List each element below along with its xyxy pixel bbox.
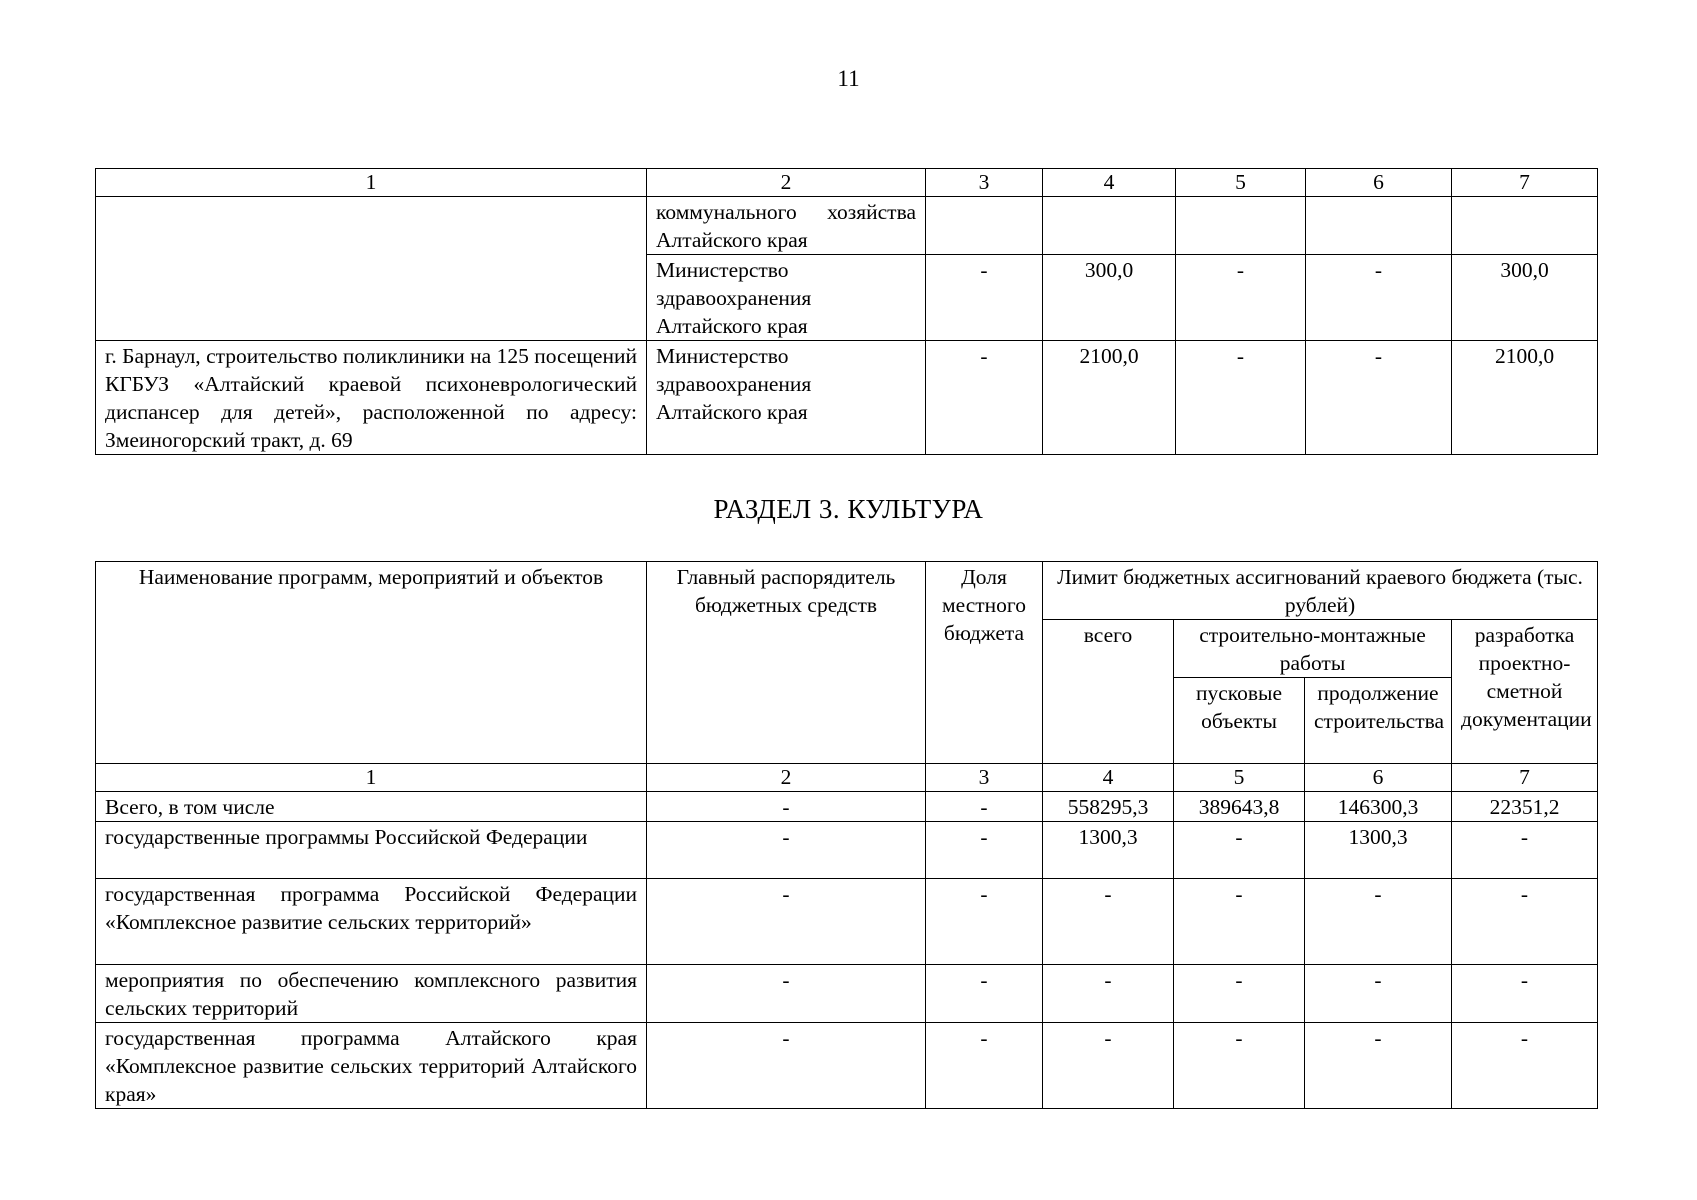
value-cell: - <box>1305 879 1452 965</box>
value-cell: - <box>1452 879 1598 965</box>
value-cell: - <box>1176 255 1306 341</box>
agency-cell: - <box>647 1023 926 1109</box>
value-cell: - <box>926 792 1043 822</box>
value-cell: - <box>1452 965 1598 1023</box>
program-name-cell <box>96 255 647 341</box>
col-number: 3 <box>926 169 1043 197</box>
header-launch: пусковые объекты <box>1174 678 1305 764</box>
value-cell: - <box>926 879 1043 965</box>
program-name-cell: государственные программы Российской Федерации <box>96 822 647 879</box>
col-number: 2 <box>647 764 926 792</box>
col-number: 4 <box>1043 169 1176 197</box>
column-number-row <box>96 169 1598 197</box>
agency-cell: коммунального хозяйства Алтайского края <box>647 197 926 255</box>
col-number: 2 <box>647 169 926 197</box>
value-cell: 2100,0 <box>1452 341 1598 455</box>
col-number: 4 <box>1043 764 1174 792</box>
col-number: 7 <box>1452 764 1598 792</box>
table-row <box>96 255 1598 341</box>
agency-cell: - <box>647 822 926 879</box>
header-construction: строительно-монтажные работы <box>1174 620 1452 678</box>
value-cell: - <box>1452 822 1598 879</box>
agency-cell: - <box>647 879 926 965</box>
agency-cell: - <box>647 965 926 1023</box>
value-cell: - <box>1043 879 1174 965</box>
section-title: РАЗДЕЛ 3. КУЛЬТУРА <box>713 494 984 524</box>
agency-cell: Министерство здравоохранения Алтайского края <box>647 341 926 455</box>
col-number: 1 <box>96 169 647 197</box>
continuation-table <box>95 168 1598 455</box>
agency-cell: - <box>647 792 926 822</box>
value-cell: 300,0 <box>1452 255 1598 341</box>
value-cell: - <box>1174 1023 1305 1109</box>
value-cell: - <box>1305 1023 1452 1109</box>
value-cell: - <box>1306 255 1452 341</box>
value-cell <box>1306 197 1452 255</box>
table-row <box>96 879 1598 965</box>
value-cell: 2100,0 <box>1043 341 1176 455</box>
value-cell: 300,0 <box>1043 255 1176 341</box>
program-name-cell: мероприятия по обеспечению комплексного развития сельских территорий <box>96 965 647 1023</box>
value-cell: - <box>1452 1023 1598 1109</box>
value-cell: - <box>926 1023 1043 1109</box>
value-cell: - <box>1176 341 1306 455</box>
header-design: разработка проектно-сметной документации <box>1452 620 1598 764</box>
header-agency: Главный распорядитель бюджетных средств <box>647 562 926 764</box>
value-cell: - <box>1305 965 1452 1023</box>
value-cell: 1300,3 <box>1043 822 1174 879</box>
culture-budget-table <box>95 561 1598 1109</box>
table-row <box>96 792 1598 822</box>
value-cell: 1300,3 <box>1305 822 1452 879</box>
program-name-cell: государственная программа Российской Федерации «Комплексное развитие сельских территорий» <box>96 879 647 965</box>
value-cell: - <box>1174 965 1305 1023</box>
value-cell: 22351,2 <box>1452 792 1598 822</box>
value-cell <box>1176 197 1306 255</box>
value-cell: 389643,8 <box>1174 792 1305 822</box>
value-cell: - <box>1043 1023 1174 1109</box>
table-row <box>96 197 1598 255</box>
table-row <box>96 822 1598 879</box>
value-cell: - <box>1174 879 1305 965</box>
value-cell: - <box>1174 822 1305 879</box>
column-number-row <box>96 764 1598 792</box>
col-number: 5 <box>1174 764 1305 792</box>
program-name-cell: г. Барнаул, строительство поликлиники на 125 посещений КГБУЗ «Алтайский краевой психоневрологический диспансер для детей», расположенной по адресу: Змеиногорский тракт, д. 69 <box>96 341 647 455</box>
header-local-share: Доля местного бюджета <box>926 562 1043 764</box>
table-row <box>96 341 1598 455</box>
value-cell: - <box>926 341 1043 455</box>
program-name-cell: государственная программа Алтайского края «Комплексное развитие сельских территорий Алтайского края» <box>96 1023 647 1109</box>
value-cell: 146300,3 <box>1305 792 1452 822</box>
value-cell: - <box>1043 965 1174 1023</box>
value-cell: - <box>926 822 1043 879</box>
col-number: 7 <box>1452 169 1598 197</box>
header-name: Наименование программ, мероприятий и объектов <box>96 562 647 764</box>
value-cell: - <box>1306 341 1452 455</box>
table-row <box>96 1023 1598 1109</box>
value-cell: - <box>926 255 1043 341</box>
value-cell <box>1043 197 1176 255</box>
col-number: 3 <box>926 764 1043 792</box>
header-limit: Лимит бюджетных ассигнований краевого бюджета (тыс. рублей) <box>1043 562 1598 620</box>
col-number: 1 <box>96 764 647 792</box>
value-cell: - <box>926 965 1043 1023</box>
header-continuation: продолжение строительства <box>1305 678 1452 764</box>
col-number: 6 <box>1305 764 1452 792</box>
program-name-cell <box>96 197 647 255</box>
value-cell: 558295,3 <box>1043 792 1174 822</box>
header-total: всего <box>1043 620 1174 764</box>
value-cell <box>926 197 1043 255</box>
page-number: 11 <box>837 66 860 91</box>
col-number: 5 <box>1176 169 1306 197</box>
col-number: 6 <box>1306 169 1452 197</box>
agency-cell: Министерство здравоохранения Алтайского края <box>647 255 926 341</box>
value-cell <box>1452 197 1598 255</box>
table-row <box>96 965 1598 1023</box>
program-name-cell: Всего, в том числе <box>96 792 647 822</box>
